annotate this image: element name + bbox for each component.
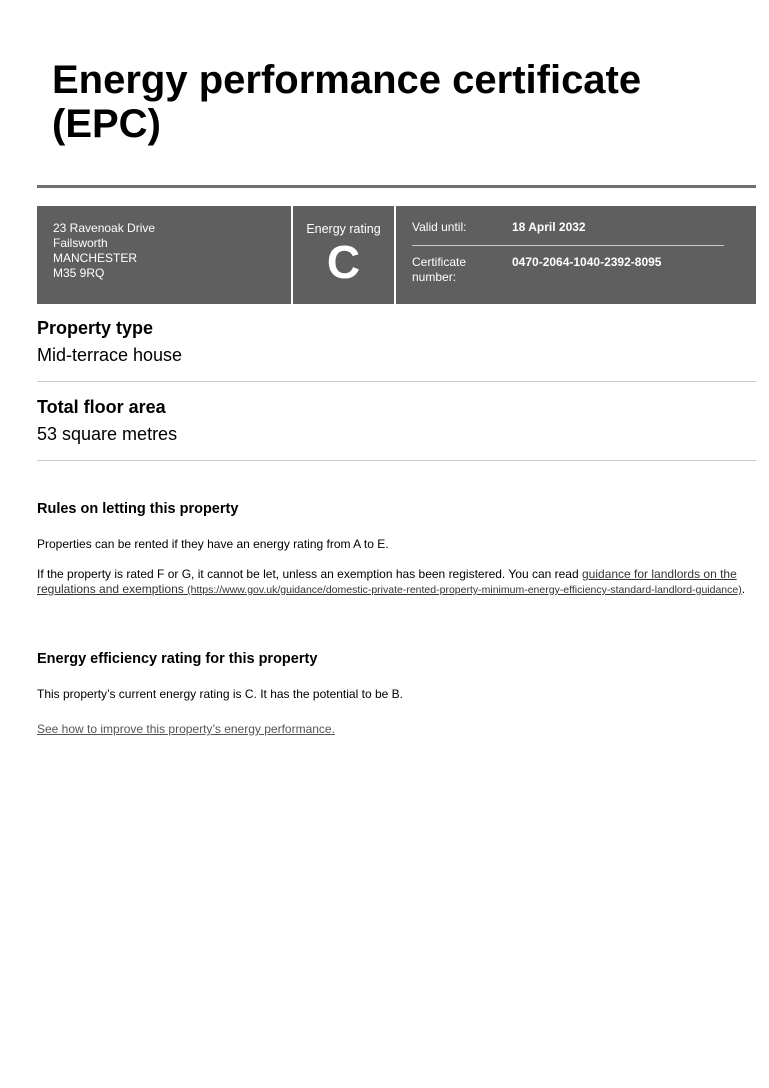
energy-efficiency-heading: Energy efficiency rating for this property <box>37 651 318 667</box>
property-type-value: Mid-terrace house <box>37 345 183 365</box>
exemptions-text: If the property is rated F or G, it cannot be let, unless an exemption has been registered. You can read <box>37 567 582 581</box>
energy-efficiency-paragraph: This property’s current energy rating is C. It has the potential to be B. <box>37 687 403 701</box>
certificate-details <box>396 206 756 304</box>
valid-until-value: 18 April 2032 <box>512 220 586 234</box>
title-line-1: Energy performance certificate <box>52 58 642 102</box>
section-divider <box>37 460 756 461</box>
address-line-1: 23 Ravenoak Drive <box>53 221 156 235</box>
landlord-guidance-url: (https://www.gov.uk/guidance/domestic-private-rented-property-minimum-energy-efficiency-standard-landlord-guidance) <box>187 584 742 596</box>
valid-until-label: Valid until: <box>412 220 467 234</box>
letting-rules-paragraph: Properties can be rented if they have an energy rating from A to E. <box>37 537 389 551</box>
certificate-number-row <box>412 255 724 285</box>
floor-area-value: 53 square metres <box>37 424 178 444</box>
certificate-number-value: 0470-2064-1040-2392-8095 <box>512 255 662 269</box>
improve-performance-link[interactable]: See how to improve this property’s energy performance. <box>37 722 335 736</box>
title-line-2: (EPC) <box>52 102 161 146</box>
floor-area-heading: Total floor area <box>37 397 166 417</box>
exemptions-text-end: . <box>741 582 746 596</box>
energy-rating-box <box>293 206 396 304</box>
certificate-summary-banner <box>37 206 756 304</box>
title-divider <box>37 185 756 188</box>
energy-rating-label: Energy rating <box>306 222 381 236</box>
certificate-number-label-2: number: <box>412 270 457 284</box>
address-line-3: MANCHESTER <box>53 251 138 265</box>
letting-rules-heading: Rules on letting this property <box>37 501 239 517</box>
address-line-4: M35 9RQ <box>53 266 105 280</box>
landlord-guidance-link-text: guidance for landlords on the regulations and exemptions <box>37 567 737 596</box>
valid-until-row <box>412 220 724 235</box>
section-divider <box>37 381 756 382</box>
address-line-2: Failsworth <box>53 236 108 250</box>
improve-performance-paragraph <box>37 722 756 737</box>
property-address <box>37 206 293 304</box>
page-title <box>52 58 732 146</box>
certificate-number-label-1: Certificate <box>412 255 467 269</box>
letting-exemptions-paragraph <box>37 567 756 598</box>
details-divider <box>412 245 724 246</box>
certificate-number-label <box>412 255 512 285</box>
energy-rating-letter: C <box>326 236 361 288</box>
property-type-heading: Property type <box>37 318 154 338</box>
